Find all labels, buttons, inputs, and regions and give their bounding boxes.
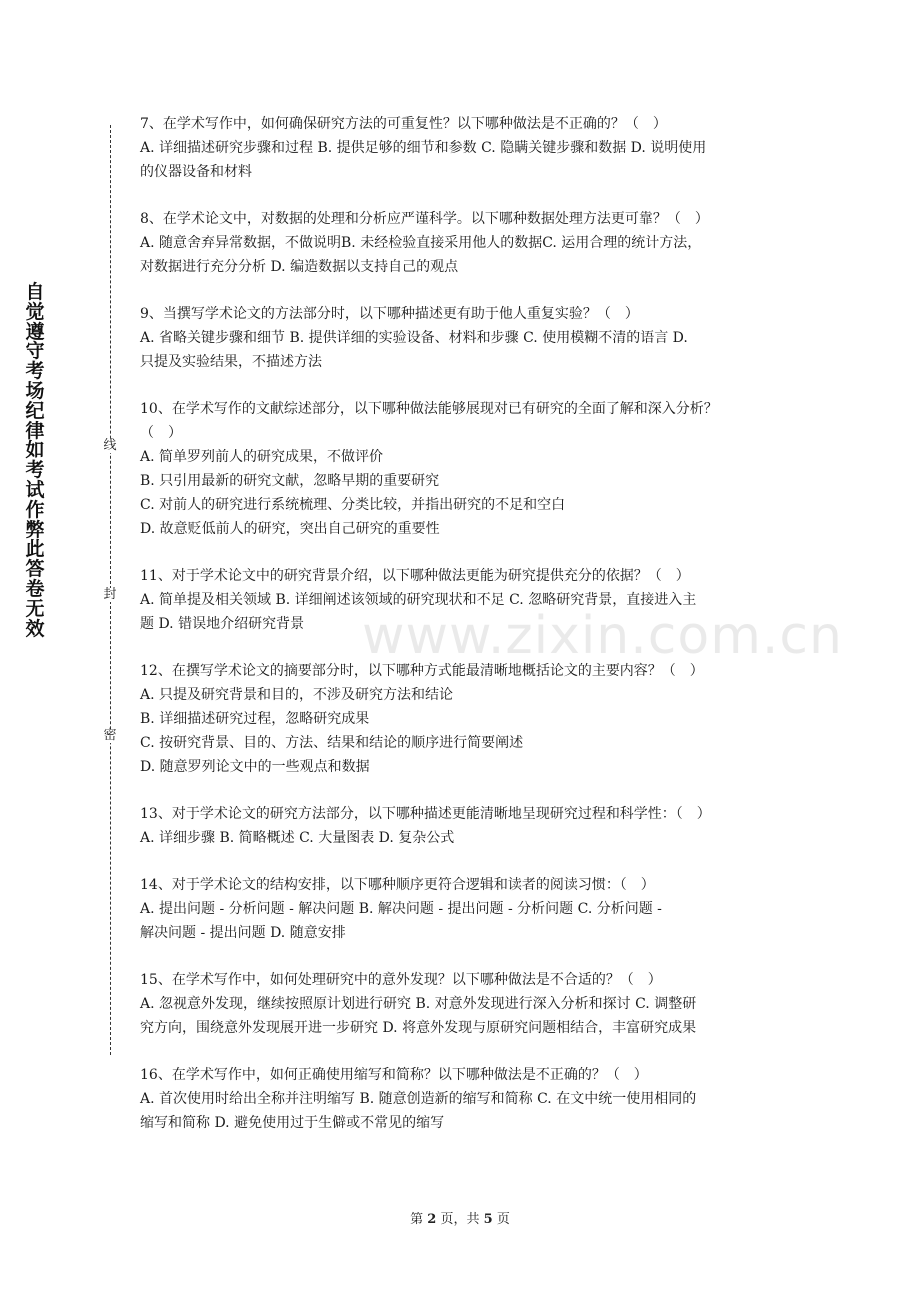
question-block	[140, 397, 790, 541]
question-options-line: A. 省略关键步骤和细节 B. 提供详细的实验设备、材料和步骤 C. 使用模糊不清的语言 D.	[140, 330, 688, 346]
question-options-line: 解决问题 - 提出问题 D. 随意安排	[140, 925, 346, 941]
watermark: www.zixin.com.cn	[362, 606, 843, 666]
total-page-number: 5	[483, 1212, 493, 1227]
question-stem: 14、对于学术论文的结构安排，以下哪种顺序更符合逻辑和读者的阅读习惯：（ ）	[140, 877, 655, 893]
seal-mark-seal: 封	[100, 588, 120, 602]
question-options-line: A. 首次使用时给出全称并注明缩写 B. 随意创造新的缩写和简称 C. 在文中统一使用相同的	[140, 1091, 697, 1107]
question-stem: 13、对于学术论文的研究方法部分，以下哪种描述更能清晰地呈现研究过程和科学性：（ ）	[140, 806, 711, 822]
footer-suffix: 页	[496, 1212, 510, 1227]
question-stem: 10、在学术写作的文献综述部分，以下哪种做法能够展现对已有研究的全面了解和深入分析？	[140, 401, 718, 417]
page-footer	[0, 1208, 920, 1227]
question-options-line: A. 忽视意外发现，继续按照原计划进行研究 B. 对意外发现进行深入分析和探讨 C. 调整研	[140, 996, 697, 1012]
question-block	[140, 802, 790, 850]
question-options-line: （ ）	[140, 425, 182, 441]
question-options-line: A. 只提及研究背景和目的，不涉及研究方法和结论	[140, 687, 454, 703]
question-options-line: 缩写和简称 D. 避免使用过于生僻或不常见的缩写	[140, 1115, 445, 1131]
question-options-line: A. 简单提及相关领域 B. 详细阐述该领域的研究现状和不足 C. 忽略研究背景，直接进入主	[140, 592, 697, 608]
footer-prefix: 第	[410, 1212, 424, 1227]
question-options-line: B. 详细描述研究过程，忽略研究成果	[140, 711, 370, 727]
seal-mark-line: 线	[100, 439, 120, 453]
question-options-line: 只提及实验结果，不描述方法	[140, 354, 322, 370]
question-block	[140, 302, 790, 374]
question-stem: 8、在学术论文中，对数据的处理和分析应严谨科学。以下哪种数据处理方法更可靠？（ ）	[140, 211, 709, 227]
question-options-line: A. 随意舍弃异常数据，不做说明B. 未经检验直接采用他人的数据C. 运用合理的统计方法，	[140, 235, 702, 251]
question-block	[140, 112, 790, 184]
question-options-line: C. 对前人的研究进行系统梳理、分类比较，并指出研究的不足和空白	[140, 497, 566, 513]
question-options-line: A. 简单罗列前人的研究成果，不做评价	[140, 449, 384, 465]
question-options-line: 的仪器设备和材料	[140, 164, 252, 180]
question-options-line: D. 随意罗列论文中的一些观点和数据	[140, 759, 370, 775]
question-stem: 9、当撰写学术论文的方法部分时，以下哪种描述更有助于他人重复实验？（ ）	[140, 306, 639, 322]
seal-mark-secret: 密	[100, 729, 120, 743]
question-stem: 15、在学术写作中，如何处理研究中的意外发现？以下哪种做法是不合适的？（ ）	[140, 972, 662, 988]
question-stem: 7、在学术写作中，如何确保研究方法的可重复性？以下哪种做法是不正确的？（ ）	[140, 116, 667, 132]
question-block	[140, 873, 790, 945]
question-block	[140, 1063, 790, 1135]
current-page-number: 2	[427, 1212, 437, 1227]
question-options-line: A. 提出问题 - 分析问题 - 解决问题 B. 解决问题 - 提出问题 - 分析问题 C. 分析问题 -	[140, 901, 662, 917]
question-options-line: C. 按研究背景、目的、方法、结果和结论的顺序进行简要阐述	[140, 735, 524, 751]
question-list	[140, 112, 843, 1158]
exam-discipline-warning: 自觉遵守考场纪律如考试作弊此答卷无效	[25, 281, 45, 640]
question-stem: 12、在撰写学术论文的摘要部分时，以下哪种方式能最清晰地概括论文的主要内容？（ ）	[140, 663, 704, 679]
question-block	[140, 968, 790, 1040]
question-options-line: D. 故意贬低前人的研究，突出自己研究的重要性	[140, 521, 440, 537]
question-block	[140, 564, 790, 636]
question-stem: 16、在学术写作中，如何正确使用缩写和简称？以下哪种做法是不正确的？（ ）	[140, 1067, 648, 1083]
question-options-line: 究方向，围绕意外发现展开进一步研究 D. 将意外发现与原研究问题相结合，丰富研究成果	[140, 1020, 697, 1036]
question-stem: 11、对于学术论文中的研究背景介绍，以下哪种做法更能为研究提供充分的依据？（ ）	[140, 568, 690, 584]
footer-mid: 页，共	[440, 1212, 480, 1227]
question-options-line: B. 只引用最新的研究文献，忽略早期的重要研究	[140, 473, 440, 489]
question-options-line: 对数据进行充分分析 D. 编造数据以支持自己的观点	[140, 259, 459, 275]
question-options-line: 题 D. 错误地介绍研究背景	[140, 616, 305, 632]
question-options-line: A. 详细描述研究步骤和过程 B. 提供足够的细节和参数 C. 隐瞒关键步骤和数据 D. 说明使用	[140, 140, 707, 156]
question-block	[140, 659, 790, 779]
question-options-line: A. 详细步骤 B. 简略概述 C. 大量图表 D. 复杂公式	[140, 830, 455, 846]
question-block	[140, 207, 790, 279]
